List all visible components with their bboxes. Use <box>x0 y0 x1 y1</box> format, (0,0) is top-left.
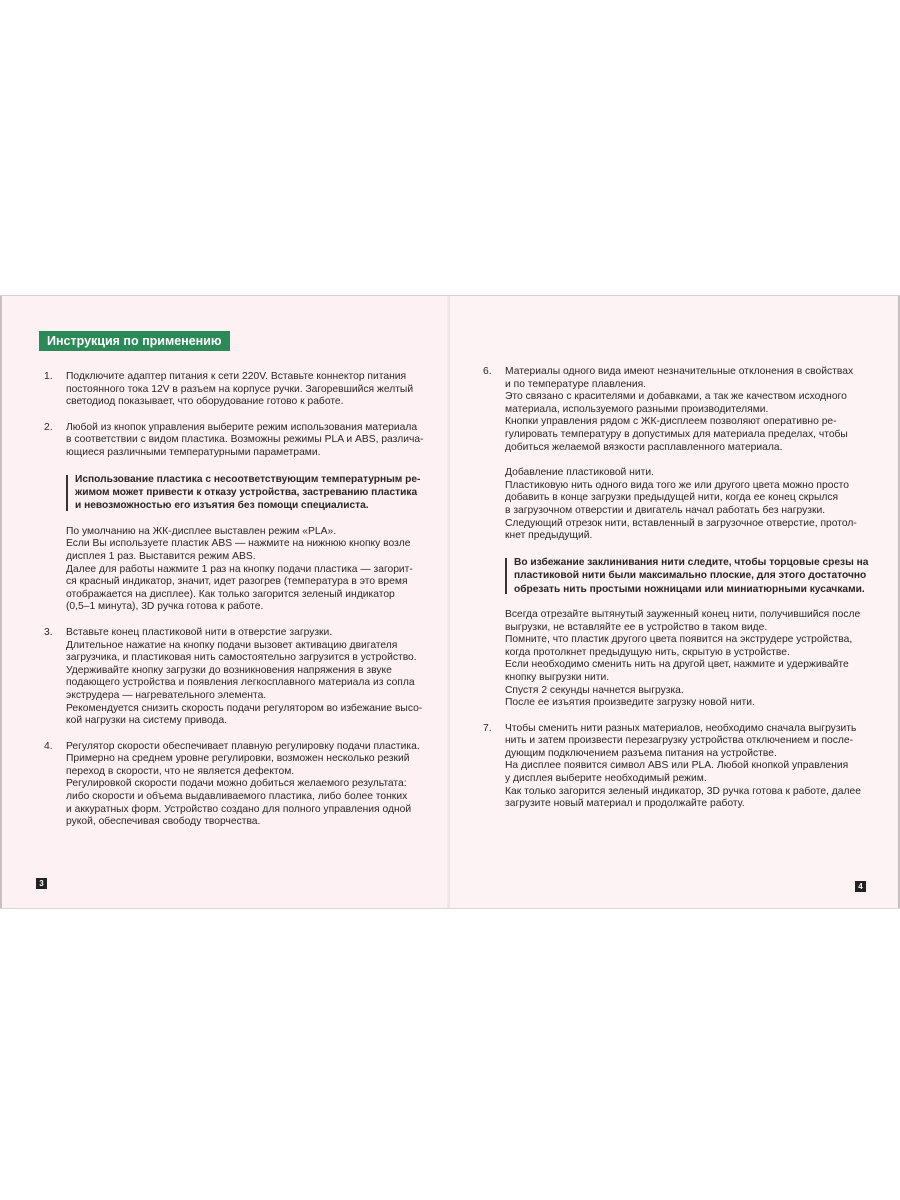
instruction-item-4 <box>44 741 444 829</box>
paragraph-line: Если Вы используете пластик ABS — нажмите на нижнюю кнопку возле <box>66 538 411 550</box>
paragraph-line: (0,5–1 минута), 3D ручка готова к работе. <box>66 601 264 613</box>
paragraph-line: выгрузки, не вставляйте ее в устройство в таком виде. <box>505 621 768 633</box>
paragraph-line: Всегда отрезайте вытянутый зауженный конец нити, получившийся после <box>505 608 861 620</box>
paragraph-line: Удерживайте кнопку загрузки до возникновения напряжения в звуке <box>66 664 392 676</box>
paragraph-line: Как только загорится зеленый индикатор, 3D ручка готова к работе, далее <box>505 785 861 797</box>
paragraph-line: у дисплея выберите необходимый режим. <box>505 773 707 785</box>
paragraph-line: После ее изъятия произведите загрузку новой нити. <box>505 697 755 709</box>
note-line: и невозможностью его изъятия без помощи специалиста. <box>75 500 369 512</box>
paragraph-line: Добавление пластиковой нити. <box>505 467 654 479</box>
paragraph-line: переход в скорости, что не является дефектом. <box>66 765 295 777</box>
paragraph-line: гулировать температуру в допустимых для материала пределах, чтобы <box>505 428 848 440</box>
paragraph-line: Подключите адаптер питания к сети 220V. Вставьте коннектор питания <box>66 371 407 382</box>
paragraph-line: По умолчанию на ЖК-дисплее выставлен режим «PLA». <box>66 525 337 537</box>
paragraph-line: Рекомендуется снизить скорость подачи регулятором во избежание высо- <box>66 702 423 714</box>
paragraph-line: Материалы одного вида имеют незначительные отклонения в свойствах <box>505 366 854 377</box>
item-number: 1. <box>44 371 53 382</box>
instruction-item-2 <box>44 422 444 460</box>
left-page <box>0 296 452 908</box>
paragraph-line: кой нагрузки на систему привода. <box>66 715 228 727</box>
instruction-item-6 <box>483 366 883 454</box>
paragraph-line: Чтобы сменить нити разных материалов, необходимо сначала выгрузить <box>505 722 857 734</box>
paragraph-line: дующим подключением разъема питания на устройстве. <box>505 747 777 759</box>
instruction-item-2-continued <box>44 526 444 614</box>
paragraph-line: дисплея 1 раз. Выставится режим ABS. <box>66 550 256 562</box>
page-number: 4 <box>855 881 866 892</box>
paragraph-line: Пластиковую нить одного вида того же или другого цвета можно просто <box>505 479 849 491</box>
paragraph-line: либо скорости и объема выдавливаемого пластика, либо более тонких <box>66 791 408 803</box>
paragraph-line: постоянного тока 12V в разъем на корпусе ручки. Загоревшийся желтый <box>66 383 414 395</box>
left-page-body <box>44 371 444 829</box>
paragraph-line: когда протолкнет предыдущую нить, скрытую в устройстве. <box>505 646 790 658</box>
paragraph-line: Далее для работы нажмите 1 раз на кнопку подачи пластика — загорит- <box>66 563 413 575</box>
page-title: Инструкция по применению <box>39 331 230 351</box>
warning-note <box>505 556 883 596</box>
paragraph-line: материала, используемого разными производителями. <box>505 403 769 415</box>
instruction-item-3 <box>44 627 444 728</box>
right-page-body <box>483 366 883 811</box>
paragraph-line: рукой, обеспечивая свободу творчества. <box>66 816 261 828</box>
paragraph-line: в загрузочном отверстии и двигатель начал работать без нагрузки. <box>505 504 826 516</box>
instruction-item-7 <box>483 723 883 811</box>
paragraph-line: Помните, что пластик другого цвета появится на экструдере устройства, <box>505 634 853 646</box>
paragraph-line: светодиод показывает, что оборудование готово к работе. <box>66 396 344 408</box>
paragraph-line: Следующий отрезок нити, вставленный в загрузочное отверстие, протол- <box>505 517 857 529</box>
warning-note <box>66 473 444 513</box>
paragraph-line: отображается на дисплее). Как только загорится зеленый индикатор <box>66 588 395 600</box>
instruction-item-1 <box>44 371 444 409</box>
item-number: 2. <box>44 421 53 433</box>
note-line: обрезать нить простыми ножницами или миниатюрными кусачками. <box>514 583 865 595</box>
paragraph-line: Вставьте конец пластиковой нити в отверстие загрузки. <box>66 626 333 638</box>
paragraph-line: Если необходимо сменить нить на другой цвет, нажмите и удерживайте <box>505 659 849 671</box>
paragraph-line: экструдера — нагревательного элемента. <box>66 689 267 701</box>
paragraph-line: На дисплее появится символ ABS или PLA. Любой кнопкой управления <box>505 760 849 772</box>
paragraph-line: добавить в конце загрузки предыдущей нити, когда ее конец скрылся <box>505 492 839 504</box>
item-number: 3. <box>44 626 53 638</box>
note-line: жимом может привести к отказу устройства, застреванию пластика <box>75 486 418 498</box>
paragraph-line: загрузчика, и пластиковая нить самостоятельно загрузится в устройство. <box>66 652 417 664</box>
paragraph-line: Регулировкой скорости подачи можно добиться желаемого результата: <box>66 778 407 790</box>
paragraph-line: Примерно на среднем уровне регулировки, возможен несколько резкий <box>66 753 410 765</box>
paragraph-line: и аккуратных форм. Устройство создано для полного управления одной <box>66 803 412 815</box>
paragraph-line: кнет предыдущий. <box>505 530 593 542</box>
paragraph-line: загрузите новый материал и продолжайте работу. <box>505 798 745 810</box>
note-line: Использование пластика с несоответствующим температурным ре- <box>75 473 421 485</box>
paragraph-line: ющиеся различными температурными параметрами. <box>66 446 321 458</box>
item-number: 7. <box>483 722 492 734</box>
paragraph-line: и по температуре плавления. <box>505 378 647 390</box>
paragraph-line: Любой из кнопок управления выберите режим использования материала <box>66 421 418 433</box>
paragraph-line: Кнопки управления рядом с ЖК-дисплеем позволяют оперативно ре- <box>505 416 837 428</box>
paragraph-line: Это связано с красителями и добавками, а так же качеством исходного <box>505 391 847 403</box>
paragraph-line: Длительное нажатие на кнопку подачи вызовет активацию двигателя <box>66 639 398 651</box>
note-line: пластиковой нити были максимально плоские, для этого достаточно <box>514 570 867 582</box>
item-number: 6. <box>483 366 492 377</box>
paragraph-line: Спустя 2 секунды начнется выгрузка. <box>505 684 684 696</box>
paragraph-line: подающего устройства и появления легкосплавного материала из сопла <box>66 677 415 689</box>
right-page <box>450 296 900 908</box>
paragraph-line: в соответствии с видом пластика. Возможны режимы PLA и ABS, различа- <box>66 434 424 446</box>
paragraph-line: ся красный индикатор, значит, идет разогрев (температура в это время <box>66 576 408 588</box>
note-line: Во избежание заклинивания нити следите, чтобы торцовые срезы на <box>514 556 869 568</box>
booklet-spread <box>0 295 900 909</box>
instruction-item-6-continued <box>483 609 883 710</box>
paragraph-line: добиться желаемой вязкости расплавленного материала. <box>505 441 783 453</box>
paragraph-line: Регулятор скорости обеспечивает плавную регулировку подачи пластика. <box>66 740 420 752</box>
paragraph-line: нить и затем произвести перезагрузку устройства отключением и после- <box>505 735 854 747</box>
paragraph-line: кнопку выгрузки нити. <box>505 671 610 683</box>
item-number: 4. <box>44 740 53 752</box>
filament-add-section <box>483 467 883 543</box>
page-number: 3 <box>36 878 47 889</box>
